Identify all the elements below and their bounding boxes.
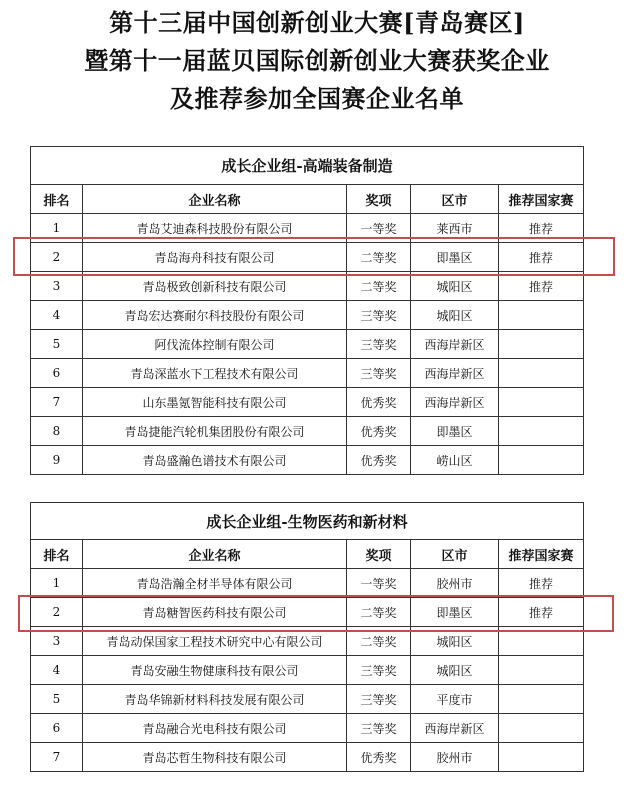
recommend-cell xyxy=(499,301,584,330)
award-cell: 三等奖 xyxy=(347,330,411,359)
district-cell: 西海岸新区 xyxy=(411,388,499,417)
rank-cell: 8 xyxy=(31,417,83,446)
district-cell: 即墨区 xyxy=(411,243,499,272)
rank-cell: 5 xyxy=(31,685,83,714)
rank-cell: 7 xyxy=(31,388,83,417)
table-row xyxy=(31,301,584,330)
header-district: 区市 xyxy=(411,185,499,214)
district-cell: 城阳区 xyxy=(411,301,499,330)
award-cell: 二等奖 xyxy=(347,243,411,272)
rank-cell: 4 xyxy=(31,656,83,685)
recommend-cell xyxy=(499,743,584,772)
award-cell: 一等奖 xyxy=(347,214,411,243)
recommend-cell xyxy=(499,417,584,446)
award-cell: 二等奖 xyxy=(347,598,411,627)
rank-cell: 3 xyxy=(31,627,83,656)
award-cell: 三等奖 xyxy=(347,685,411,714)
company-name-cell: 青岛深蓝水下工程技术有限公司 xyxy=(83,359,347,388)
district-cell: 即墨区 xyxy=(411,417,499,446)
company-name-cell: 青岛融合光电科技有限公司 xyxy=(83,714,347,743)
page-title-line-3: 及推荐参加全国赛企业名单 xyxy=(170,84,464,113)
award-cell: 三等奖 xyxy=(347,359,411,388)
recommend-cell xyxy=(499,714,584,743)
company-name-cell: 青岛宏达赛耐尔科技股份有限公司 xyxy=(83,301,347,330)
award-cell: 优秀奖 xyxy=(347,417,411,446)
table-row xyxy=(31,388,584,417)
recommend-cell: 推荐 xyxy=(499,598,584,627)
district-cell: 城阳区 xyxy=(411,627,499,656)
district-cell: 西海岸新区 xyxy=(411,359,499,388)
company-name-cell: 青岛浩瀚全材半导体有限公司 xyxy=(83,569,347,598)
table-caption: 成长企业组-生物医药和新材料 xyxy=(31,503,584,540)
recommend-cell: 推荐 xyxy=(499,569,584,598)
recommend-cell: 推荐 xyxy=(499,214,584,243)
company-name-cell: 青岛芯哲生物科技有限公司 xyxy=(83,743,347,772)
recommend-cell xyxy=(499,359,584,388)
awards-table-biomedical xyxy=(30,502,584,772)
rank-cell: 2 xyxy=(31,598,83,627)
page-title-line-1: 第十三届中国创新创业大赛[青岛赛区] xyxy=(109,8,525,37)
award-cell: 一等奖 xyxy=(347,569,411,598)
recommend-cell xyxy=(499,656,584,685)
header-rank: 排名 xyxy=(31,540,83,569)
company-name-cell: 阿伐流体控制有限公司 xyxy=(83,330,347,359)
rank-cell: 6 xyxy=(31,359,83,388)
award-cell: 二等奖 xyxy=(347,272,411,301)
district-cell: 西海岸新区 xyxy=(411,714,499,743)
company-name-cell: 青岛华锦新材料科技发展有限公司 xyxy=(83,685,347,714)
district-cell: 崂山区 xyxy=(411,446,499,475)
table-row xyxy=(31,656,584,685)
district-cell: 胶州市 xyxy=(411,569,499,598)
table-row xyxy=(31,417,584,446)
header-rank: 排名 xyxy=(31,185,83,214)
company-name-cell: 青岛捷能汽轮机集团股份有限公司 xyxy=(83,417,347,446)
company-name-cell: 青岛安融生物健康科技有限公司 xyxy=(83,656,347,685)
table-row xyxy=(31,359,584,388)
table-header-row xyxy=(31,540,584,569)
header-recommend: 推荐国家赛 xyxy=(499,540,584,569)
recommend-cell xyxy=(499,388,584,417)
rank-cell: 7 xyxy=(31,743,83,772)
award-cell: 优秀奖 xyxy=(347,446,411,475)
header-district: 区市 xyxy=(411,540,499,569)
recommend-cell: 推荐 xyxy=(499,243,584,272)
table-row xyxy=(31,330,584,359)
district-cell: 西海岸新区 xyxy=(411,330,499,359)
award-cell: 三等奖 xyxy=(347,714,411,743)
rank-cell: 3 xyxy=(31,272,83,301)
table-row xyxy=(31,569,584,598)
header-company-name: 企业名称 xyxy=(83,185,347,214)
header-recommend: 推荐国家赛 xyxy=(499,185,584,214)
rank-cell: 1 xyxy=(31,569,83,598)
rank-cell: 6 xyxy=(31,714,83,743)
company-name-cell: 山东墨氪智能科技有限公司 xyxy=(83,388,347,417)
company-name-cell: 青岛海舟科技有限公司 xyxy=(83,243,347,272)
district-cell: 即墨区 xyxy=(411,598,499,627)
rank-cell: 4 xyxy=(31,301,83,330)
header-award: 奖项 xyxy=(347,185,411,214)
award-cell: 三等奖 xyxy=(347,301,411,330)
company-name-cell: 青岛动保国家工程技术研究中心有限公司 xyxy=(83,627,347,656)
rank-cell: 1 xyxy=(31,214,83,243)
district-cell: 城阳区 xyxy=(411,272,499,301)
recommend-cell: 推荐 xyxy=(499,272,584,301)
table-row xyxy=(31,743,584,772)
highlight-box xyxy=(13,237,615,276)
table-caption: 成长企业组-高端装备制造 xyxy=(31,147,584,185)
district-cell: 莱西市 xyxy=(411,214,499,243)
company-name-cell: 青岛艾迪森科技股份有限公司 xyxy=(83,214,347,243)
table-row xyxy=(31,714,584,743)
award-cell: 三等奖 xyxy=(347,656,411,685)
award-cell: 优秀奖 xyxy=(347,388,411,417)
company-name-cell: 青岛盛瀚色谱技术有限公司 xyxy=(83,446,347,475)
recommend-cell xyxy=(499,446,584,475)
table-row xyxy=(31,446,584,475)
rank-cell: 5 xyxy=(31,330,83,359)
table-header-row xyxy=(31,185,584,214)
highlight-box xyxy=(18,595,614,632)
recommend-cell xyxy=(499,685,584,714)
company-name-cell: 青岛糖智医药科技有限公司 xyxy=(83,598,347,627)
company-name-cell: 青岛极致创新科技有限公司 xyxy=(83,272,347,301)
district-cell: 胶州市 xyxy=(411,743,499,772)
header-award: 奖项 xyxy=(347,540,411,569)
district-cell: 平度市 xyxy=(411,685,499,714)
district-cell: 城阳区 xyxy=(411,656,499,685)
recommend-cell xyxy=(499,330,584,359)
table-row xyxy=(31,685,584,714)
award-cell: 优秀奖 xyxy=(347,743,411,772)
header-company-name: 企业名称 xyxy=(83,540,347,569)
awards-table-equipment xyxy=(30,146,584,475)
rank-cell: 9 xyxy=(31,446,83,475)
rank-cell: 2 xyxy=(31,243,83,272)
page-title-line-2: 暨第十一届蓝贝国际创新创业大赛获奖企业 xyxy=(84,46,550,75)
award-cell: 二等奖 xyxy=(347,627,411,656)
